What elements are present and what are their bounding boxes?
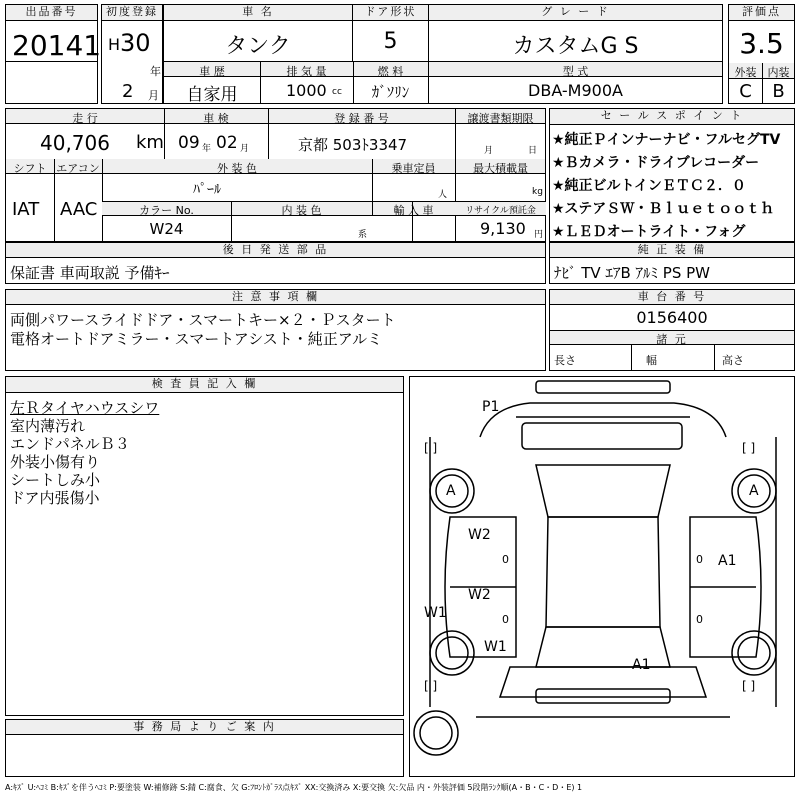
int-grade: B <box>772 81 785 102</box>
inspector-line: 外装小傷有り <box>10 453 101 471</box>
capacity-label: 乗車定員 <box>391 162 436 175</box>
import-label: 輸 入 車 <box>393 204 434 217</box>
inspector-box <box>5 376 404 716</box>
damage-diagram <box>409 376 795 777</box>
year: 30 <box>120 29 151 57</box>
mark-w1: W1 <box>424 605 447 621</box>
mark-a-left: A <box>446 483 456 499</box>
chassis-value: 0156400 <box>636 308 708 327</box>
sales-point: ★純正Ｐインナーナビ・フルセグTV <box>552 132 781 148</box>
sales-point: ★Ｂカメラ・ドライブレコーダー <box>552 155 760 171</box>
plate-value: 京都 503ﾄ3347 <box>298 136 408 154</box>
ac-value: AAC <box>60 199 98 220</box>
lot-label: 出品番号 <box>6 5 97 21</box>
ext-grade: C <box>739 81 752 102</box>
grade-label: グ レ ー ド <box>429 5 722 21</box>
notes-box <box>5 289 546 371</box>
inspector-line: エンドパネルＢ３ <box>10 435 130 453</box>
color-no-value: W24 <box>149 220 184 238</box>
insp-month: 02 <box>216 133 238 153</box>
displacement-label: 排 気 量 <box>286 65 327 78</box>
load-unit: kg <box>532 187 543 197</box>
mark-bracket: [ ] <box>424 679 438 693</box>
width-label: 幅 <box>646 354 657 367</box>
recycle-unit: 円 <box>534 230 544 240</box>
color-no-label: カラー No. <box>139 204 194 217</box>
car-name-box <box>163 4 353 62</box>
windshield <box>536 465 670 517</box>
equip-value: ﾅﾋﾞ TV ｴｱB ｱﾙﾐ PS PW <box>554 264 710 282</box>
body-top <box>480 403 726 437</box>
later-parts-box <box>5 242 546 284</box>
door-label: ドア形状 <box>353 5 428 21</box>
shift-label: シフト <box>13 162 47 175</box>
transfer-month-unit: 月 <box>484 146 494 156</box>
transfer-label: 譲渡書類期限 <box>467 112 534 125</box>
car-name-label: 車 名 <box>164 5 352 21</box>
mark-zero: 0 <box>696 553 703 566</box>
recycle-value: 9,130 <box>480 219 526 238</box>
dims-label: 諸 元 <box>656 333 688 346</box>
mark-a1: A1 <box>718 553 737 569</box>
ext-color-value: ﾊﾟｰﾙ <box>193 182 221 198</box>
displacement-unit: cc <box>332 87 342 97</box>
mark-a-right: A <box>749 483 759 499</box>
chassis-box <box>549 289 795 371</box>
ext-color-label: 外 装 色 <box>217 162 257 175</box>
spare-wheel-inner <box>420 717 452 749</box>
front-grille <box>522 423 682 449</box>
first-reg-label: 初度登録 <box>102 5 162 21</box>
int-color-unit: 系 <box>358 230 368 240</box>
displacement-value: 1000 <box>286 81 327 100</box>
rating-label: 評価点 <box>729 5 794 21</box>
mark-zero: 0 <box>502 553 509 566</box>
history-label: 車 歴 <box>199 65 225 78</box>
chassis-label: 車 台 番 号 <box>550 290 794 305</box>
equip-box <box>549 242 795 284</box>
notes-line: 両側パワースライドドア・スマートキー×２・Ｐスタート <box>10 311 396 329</box>
mileage-unit: km <box>136 132 164 153</box>
mark-bracket: [ ] <box>742 441 756 455</box>
ac-label: エアコン <box>56 162 100 175</box>
mark-bracket: [ ] <box>742 679 756 693</box>
inspector-line: ドア内張傷小 <box>10 489 100 507</box>
insp-month-unit: 月 <box>240 144 250 154</box>
wheel-rl-inner <box>436 637 468 669</box>
capacity-unit: 人 <box>438 190 448 200</box>
plate-label: 登 録 番 号 <box>334 112 389 125</box>
int-color-label: 内 装 色 <box>281 204 322 217</box>
mark-p1: P1 <box>482 399 500 415</box>
office-box <box>5 719 404 777</box>
month-unit: 月 <box>148 89 159 102</box>
rating-value: 3.5 <box>739 27 784 60</box>
lot-box <box>5 4 102 104</box>
notes-line: 電格オートドアミラー・スマートアシスト・純正アルミ <box>10 330 383 348</box>
rear-bumper <box>536 689 670 703</box>
height-label: 高さ <box>722 354 744 367</box>
first-reg-box <box>101 4 163 104</box>
rating-box <box>728 4 795 104</box>
insp-year: 09 <box>178 133 200 153</box>
legend-text: A:ｷｽﾞ U:ﾍｺﾐ B:ｷｽﾞを伴うﾍｺﾐ P:要塗装 W:補修跡 S:錆 C:腐食、欠 G:ﾌﾛﾝﾄｶﾞﾗｽ点ｷｽﾞ XX:交換済み X:要交換 欠:欠品 内・外装評価 5段階ﾗﾝｸ順(A・B・C・D・E) 1 <box>5 783 583 792</box>
sales-point: ★純正ビルトインＥＴＣ２．０ <box>552 178 746 194</box>
mark-zero: 0 <box>696 613 703 626</box>
sales-label: セ ー ル ス ポ イ ン ト <box>550 109 794 125</box>
mark-bracket: [ ] <box>424 441 438 455</box>
inspector-line: 室内薄汚れ <box>10 417 86 435</box>
info-block <box>5 108 546 242</box>
sales-point: ★ステアＳＷ・Ｂｌｕｅｔｏｏｔｈ <box>552 201 775 217</box>
int-grade-label: 内装 <box>767 66 790 79</box>
insp-year-unit: 年 <box>202 144 212 154</box>
spec-row <box>163 61 723 104</box>
equip-label: 純 正 装 備 <box>550 243 794 258</box>
recycle-label: リサイクル預託金 <box>465 206 536 216</box>
mark-w1: W1 <box>484 639 507 655</box>
grade-box <box>428 4 723 62</box>
mark-zero: 0 <box>502 613 509 626</box>
roof <box>546 517 660 627</box>
inspector-line: シートしみ小 <box>10 471 101 489</box>
car-outline-svg <box>410 377 794 776</box>
inspection-label: 車 検 <box>203 112 229 125</box>
year-unit: 年 <box>150 65 161 78</box>
front-bumper <box>536 381 670 393</box>
month: 2 <box>122 81 134 102</box>
sales-points-box <box>549 108 795 242</box>
inspector-label: 検 査 員 記 入 欄 <box>6 377 403 393</box>
fuel-label: 燃 料 <box>377 65 404 78</box>
later-parts-value: 保証書 車両取説 予備ｷｰ <box>10 264 170 282</box>
door-value: 5 <box>383 29 398 54</box>
ext-grade-label: 外装 <box>734 66 757 79</box>
grade-value: カスタムG S <box>512 34 639 59</box>
mileage-label: 走 行 <box>72 112 98 125</box>
load-label: 最大積載量 <box>473 162 528 175</box>
history-value: 自家用 <box>186 85 238 105</box>
mark-w2: W2 <box>468 587 491 603</box>
rear-hatch <box>500 667 706 697</box>
wheel-rr-inner <box>738 637 770 669</box>
door-box <box>352 4 429 62</box>
transfer-day-unit: 日 <box>528 146 538 156</box>
mark-w2: W2 <box>468 527 491 543</box>
car-name: タンク <box>225 34 291 59</box>
later-parts-label: 後 日 発 送 部 品 <box>6 243 545 258</box>
office-label: 事 務 局 よ り ご 案 内 <box>6 720 403 735</box>
model-label: 型 式 <box>562 65 589 78</box>
mileage-value: 40,706 <box>40 131 110 155</box>
shift-value: IAT <box>12 199 40 220</box>
notes-label: 注 意 事 項 欄 <box>6 290 545 305</box>
length-label: 長さ <box>554 354 576 367</box>
lot-number: 20141 <box>12 29 102 62</box>
inspector-line: 左Ｒタイヤハウスシワ <box>10 399 160 417</box>
model-value: DBA-M900A <box>528 81 623 100</box>
fuel-value: ｶﾞｿﾘﾝ <box>371 83 410 101</box>
era: H <box>108 35 121 54</box>
mark-a1: A1 <box>632 657 651 673</box>
sales-point: ★ＬＥＤオートライト・フォグ <box>552 224 746 240</box>
